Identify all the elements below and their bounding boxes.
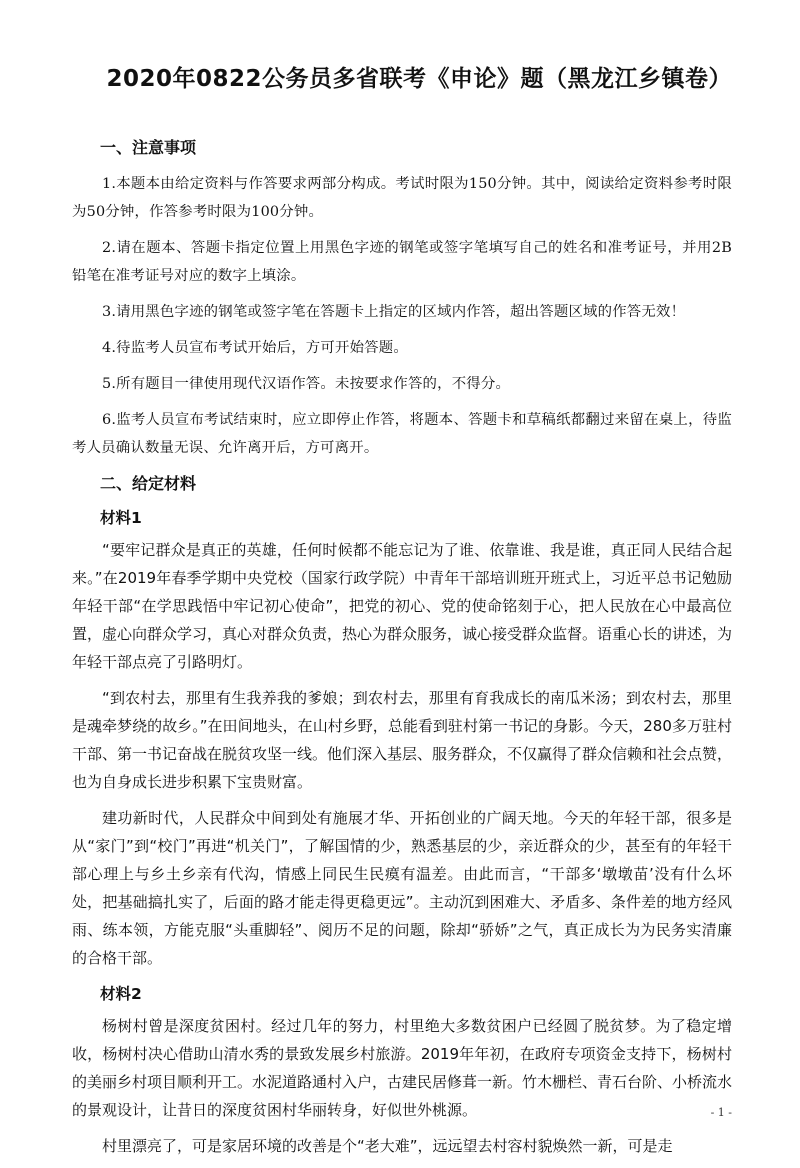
notice-list [72,170,732,462]
material-paragraph: 建功新时代，人民群众中间到处有施展才华、开拓创业的广阔天地。今天的年轻干部，很多是从“家门”到“校门”再进“机关门”，了解国情的少，熟悉基层的少，亲近群众的少，甚至有的年轻干部心理上与乡土乡亲有代沟，情感上同民生民瘼有温差。由此而言，“干部多‘墩墩苗’没有什么坏处，把基础搞扎实了，后面的路才能走得更稳更远”。主动沉到困难大、矛盾多、条件差的地方经风雨、练本领，方能克服“头重脚轻”、阅历不足的问题，除却“骄娇”之气，真正成长为为民务实清廉的合格干部。 [72,809,732,967]
section-heading-materials: 二、给定材料 [100,474,197,493]
section-heading-notice: 一、注意事项 [100,138,197,157]
notice-item: 2.请在题本、答题卡指定位置上用黑色字迹的钢笔或签字笔填写自己的姓名和准考证号，并用2B铅笔在准考证号对应的数字上填涂。 [72,240,732,284]
document-title: 2020年0822公务员多省联考《申论》题（黑龙江乡镇卷） [106,66,732,92]
material-2 [72,980,732,1160]
material-1-title: 材料1 [100,509,142,527]
notice-item: 3.请用黑色字迹的钢笔或签字笔在答题卡上指定的区域内作答，超出答题区域的作答无效！ [102,304,686,320]
material-paragraph: 杨树村曾是深度贫困村。经过几年的努力，村里绝大多数贫困户已经圆了脱贫梦。为了稳定增收，杨树村决心借助山清水秀的景致发展乡村旅游。2019年年初，在政府专项资金支持下，杨树村的美丽乡村项目顺利开工。水泥道路通村入户，古建民居修葺一新。竹木栅栏、青石台阶、小桥流水的景观设计，让昔日的深度贫困村华丽转身，好似世外桃源。 [72,1017,733,1119]
notice-item: 4.待监考人员宣布考试开始后，方可开始答题。 [102,340,408,356]
material-paragraph: 村里漂亮了，可是家居环境的改善是个“老大难”，远远望去村容村貌焕然一新，可是走 [102,1137,673,1155]
material-paragraph: “到农村去，那里有生我养我的爹娘；到农村去，那里有育我成长的南瓜米汤；到农村去，那里是魂牵梦绕的故乡。”在田间地头，在山村乡野，总能看到驻村第一书记的身影。今天，280多万驻村干部、第一书记奋战在脱贫攻坚一线。他们深入基层、服务群众，不仅赢得了群众信赖和社会点赞，也为自身成长进步积累下宝贵财富。 [72,689,733,791]
document-body [72,134,732,1168]
notice-item: 1.本题本由给定资料与作答要求两部分构成。考试时限为150分钟。其中，阅读给定资料参考时限为50分钟，作答参考时限为100分钟。 [72,176,732,220]
notice-item: 6.监考人员宣布考试结束时，应立即停止作答，将题本、答题卡和草稿纸都翻过来留在桌上，待监考人员确认数量无误、允许离开后，方可离开。 [72,412,732,456]
notice-item: 5.所有题目一律使用现代汉语作答。未按要求作答的，不得分。 [102,376,511,392]
material-1 [72,504,732,972]
material-paragraph: “要牢记群众是真正的英雄，任何时候都不能忘记为了谁、依靠谁、我是谁，真正同人民结合起来。”在2019年春季学期中央党校（国家行政学院）中青年干部培训班开班式上，习近平总书记勉励年轻干部“在学思践悟中牢记初心使命”，把党的初心、党的使命铭刻于心，把人民放在心中最高位置，虚心向群众学习，真心对群众负责，热心为群众服务，诚心接受群众监督。语重心长的讲述，为年轻干部点亮了引路明灯。 [72,541,733,671]
material-2-title: 材料2 [100,985,142,1003]
page-number: - 1 - [710,1106,732,1119]
